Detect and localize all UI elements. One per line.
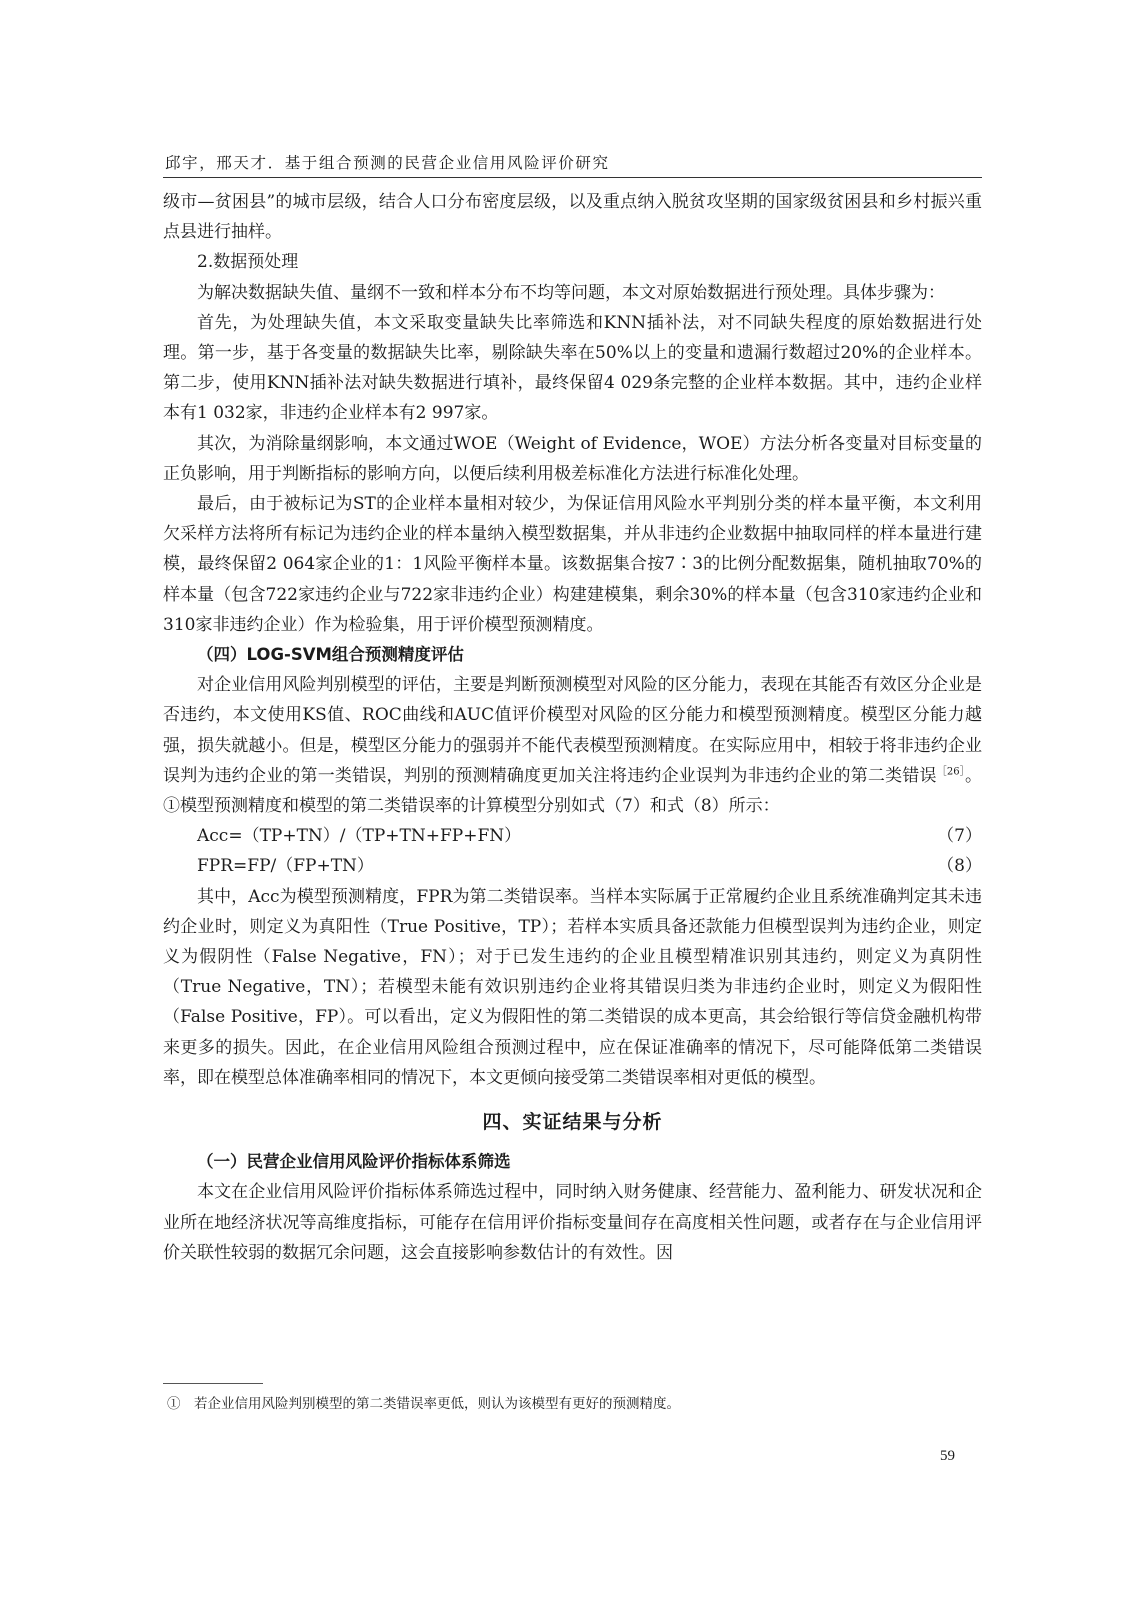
formula-7 <box>163 821 982 851</box>
page-number: 59 <box>940 1448 955 1464</box>
paragraph-undersampling: 最后，由于被标记为ST的企业样本量相对较少，为保证信用风险水平判别分类的样本量平衡，本文利用欠采样方法将所有标记为违约企业的样本量纳入模型数据集，并从非违约企业数据中抽取同样的样本量进行建模，最终保留2 064家企业的1：1风险平衡样本量。该数据集合按7∶3的比例分配数据集，随机抽取70%的样本量（包含722家违约企业与722家非违约企业）构建建模集，剩余30%的样本量（包含310家违约企业和310家非违约企业）作为检验集，用于评价模型预测精度。 <box>163 494 982 635</box>
paragraph-evaluation <box>163 670 982 821</box>
running-header: 邱宇，邢天才．基于组合预测的民营企业信用风险评价研究 <box>165 154 610 172</box>
header-rule <box>163 177 982 178</box>
subheading-data-preprocessing: 2.数据预处理 <box>197 252 299 273</box>
subheading-log-svm: （四）LOG-SVM组合预测精度评估 <box>197 645 464 665</box>
subheading-indicator-screening: （一）民营企业信用风险评价指标体系筛选 <box>197 1152 511 1172</box>
citation-26: ［26］ <box>936 766 965 778</box>
formula-8 <box>163 851 982 881</box>
formula-7-number: （7） <box>937 826 982 847</box>
paragraph-evaluation-text-2: 模型预测精度和模型的第二类错误率的计算模型分别如式（7）和式（8）所示： <box>180 796 780 817</box>
formula-8-expression: FPR=FP/（FP+TN） <box>197 856 374 877</box>
paragraph-evaluation-text: 对企业信用风险判别模型的评估，主要是判断预测模型对风险的区分能力，表现在其能否有效区分企业是否违约，本文使用KS值、ROC曲线和AUC值评价模型对风险的区分能力和模型预测精度。模型区分能力越强，损失就越小。但是，模型区分能力的强弱并不能代表模型预测精度。在实际应用中，相较于将非违约企业误判为违约企业的第一类错误，判别的预测精确度更加关注将违约企业误判为非违约企业的第二类错误 <box>163 675 982 786</box>
footnote: ① 若企业信用风险判别模型的第二类错误率更低，则认为该模型有更好的预测精度。 <box>167 1396 680 1412</box>
paragraph-woe: 其次，为消除量纲影响，本文通过WOE（Weight of Evidence，WOE）方法分析各变量对目标变量的正负影响，用于判断指标的影响方向，以便后续利用极差标准化方法进行标准化处理。 <box>163 433 982 484</box>
paragraph-definitions: 其中，Acc为模型预测精度，FPR为第二类错误率。当样本实际属于正常履约企业且系统准确判定其未违约企业时，则定义为真阳性（True Positive，TP）；若样本实质具备还款能力但模型误判为违约企业，则定义为假阴性（False Negative，FN）；对于已发生违约的企业且模型精准识别其违约，则定义为真阴性（True Negative，TN）；若模型未能有效识别违约企业将其错误归类为非违约企业时，则定义为假阳性（False Positive，FP）。可以看出，定义为假阳性的第二类错误的成本更高，其会给银行等信贷金融机构带来更多的损失。因此，在企业信用风险组合预测过程中，应在保证准确率的情况下，尽可能降低第二类错误率，即在模型总体准确率相同的情况下，本文更倾向接受第二类错误率相对更低的模型。 <box>163 886 982 1088</box>
paragraph-preprocessing-intro: 为解决数据缺失值、量纲不一致和样本分布不均等问题，本文对原始数据进行预处理。具体步骤为： <box>197 282 945 303</box>
section-title-empirical-results: 四、实证结果与分析 <box>482 1111 663 1134</box>
formula-8-number: （8） <box>937 856 982 877</box>
paragraph-sampling-continued: 级市—贫困县”的城市层级，结合人口分布密度层级，以及重点纳入脱贫攻坚期的国家级贫困县和乡村振兴重点县进行抽样。 <box>163 192 982 243</box>
formula-7-expression: Acc=（TP+TN）/（TP+TN+FP+FN） <box>197 826 522 847</box>
paragraph-indicator-screening: 本文在企业信用风险评价指标体系筛选过程中，同时纳入财务健康、经营能力、盈利能力、研发状况和企业所在地经济状况等高维度指标，可能存在信用评价指标变量间存在高度相关性问题，或者存在与企业信用评价关联性较弱的数据冗余问题，这会直接影响参数估计的有效性。因 <box>163 1182 982 1263</box>
paragraph-missing-values: 首先，为处理缺失值，本文采取变量缺失比率筛选和KNN插补法，对不同缺失程度的原始数据进行处理。第一步，基于各变量的数据缺失比率，剔除缺失率在50%以上的变量和遗漏行数超过20%的企业样本。第二步，使用KNN插补法对缺失数据进行填补，最终保留4 029条完整的企业样本数据。其中，违约企业样本有1 032家，非违约企业样本有2 997家。 <box>163 312 982 424</box>
footnote-rule <box>163 1383 263 1384</box>
article-body <box>163 187 982 1268</box>
footnote-marker: 。① <box>163 765 982 817</box>
